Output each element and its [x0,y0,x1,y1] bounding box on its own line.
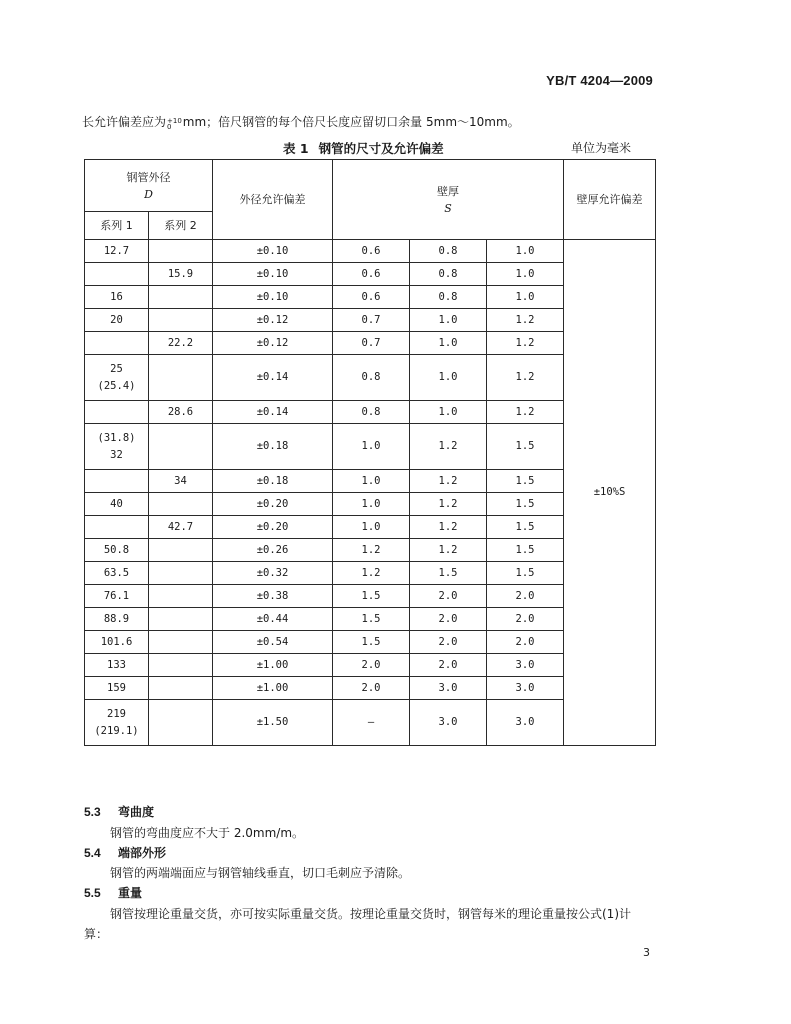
wall-thickness-cell: 2.0 [333,654,410,677]
wall-tolerance-value: ±10%S [564,240,656,746]
series2-cell: 28.6 [149,401,213,424]
wall-thickness-cell: 1.2 [487,332,564,355]
series1-value: 12.7 [103,244,130,257]
series1-value: 88.9 [103,612,130,625]
wall-thickness-cell: 1.5 [487,539,564,562]
wall-thickness-cell: 1.2 [487,309,564,332]
table-row [85,240,656,263]
section-5-4-title: 端部外形 [118,846,167,860]
intro-paragraph [82,113,520,130]
series2-cell [149,539,213,562]
series1-cell [85,631,149,654]
wall-header [333,160,564,240]
wall-thickness-cell: 1.5 [333,608,410,631]
series1-value: 40 [110,497,123,510]
series1-value: (31.8) [97,431,136,444]
od-tolerance-cell: ±0.20 [213,516,333,539]
wall-thickness-cell: 2.0 [487,585,564,608]
wall-tolerance-header: 壁厚允许偏差 [564,160,656,240]
wall-thickness-cell: 1.0 [487,286,564,309]
section-5-5-number: 5.5 [84,886,101,900]
od-tolerance-cell: ±0.10 [213,263,333,286]
intro-prefix: 长允许偏差应为 [82,115,167,129]
wall-thickness-cell: 2.0 [410,631,487,654]
series1-header: 系列 1 [85,212,149,240]
series1-value: 20 [110,313,123,326]
table-number: 表 1 [283,141,309,156]
series1-value-alt: (219.1) [94,724,139,737]
od-header [85,160,213,212]
dimension-table [84,159,656,746]
series2-cell: 34 [149,470,213,493]
wall-thickness-cell: 1.0 [487,240,564,263]
series2-cell [149,286,213,309]
od-tolerance-cell: ±0.26 [213,539,333,562]
series2-cell [149,631,213,654]
series1-cell [85,286,149,309]
wall-thickness-cell: 1.2 [487,401,564,424]
series1-cell [85,355,149,401]
od-tolerance-cell: ±1.50 [213,700,333,746]
wall-thickness-cell: 1.0 [410,309,487,332]
wall-thickness-cell: 3.0 [487,700,564,746]
series2-cell [149,677,213,700]
series1-value-alt: (25.4) [97,379,136,392]
series1-cell [85,562,149,585]
wall-thickness-cell: 1.5 [333,585,410,608]
tol-lower: 0 [167,123,172,131]
series1-value-alt: 32 [110,448,123,461]
series1-cell [85,493,149,516]
section-5-5-heading [84,884,142,901]
series2-cell [149,562,213,585]
od-tolerance-cell: ±0.20 [213,493,333,516]
series1-cell [85,240,149,263]
section-5-4-heading [84,844,166,861]
wall-thickness-cell: 1.0 [410,355,487,401]
wall-thickness-cell: 1.2 [487,355,564,401]
od-tolerance-cell: ±1.00 [213,677,333,700]
wall-thickness-cell: 3.0 [487,677,564,700]
wall-thickness-cell: 1.5 [487,562,564,585]
wall-thickness-cell: 0.7 [333,309,410,332]
wall-thickness-cell: 0.6 [333,240,410,263]
wall-thickness-cell: 1.5 [333,631,410,654]
section-5-5-text: 钢管按理论重量交货，亦可按实际重量交货。按理论重量交货时，钢管每米的理论重量按公式(1)计 [110,907,632,921]
series1-cell [85,585,149,608]
wall-thickness-cell: 2.0 [333,677,410,700]
table-unit: 单位为毫米 [571,141,632,155]
od-header-label: 钢管外径 [126,170,171,184]
od-tolerance-cell: ±0.10 [213,240,333,263]
series1-cell [85,470,149,493]
wall-thickness-cell: 2.0 [410,585,487,608]
series1-value: 76.1 [103,589,130,602]
wall-thickness-cell: 1.0 [487,263,564,286]
series1-cell [85,332,149,355]
od-tolerance-cell: ±0.18 [213,424,333,470]
od-tolerance-header: 外径允许偏差 [213,160,333,240]
wall-thickness-cell: 3.0 [410,700,487,746]
series1-value: 25 [110,362,123,375]
header-row-1 [85,160,656,212]
series2-cell [149,585,213,608]
series1-value: 133 [107,658,126,671]
series1-cell [85,263,149,286]
od-tolerance-cell: ±0.38 [213,585,333,608]
wall-thickness-cell: 2.0 [410,654,487,677]
wall-thickness-cell: 1.5 [487,424,564,470]
series2-cell: 42.7 [149,516,213,539]
wall-thickness-cell: 1.2 [410,470,487,493]
series1-cell [85,654,149,677]
wall-thickness-cell: 0.8 [333,355,410,401]
od-tolerance-cell: ±0.14 [213,401,333,424]
wall-thickness-cell: 1.0 [333,424,410,470]
wall-thickness-cell: 3.0 [487,654,564,677]
wall-thickness-cell: 0.8 [410,240,487,263]
wall-thickness-cell: 1.2 [410,539,487,562]
series2-cell: 15.9 [149,263,213,286]
series1-value: 16 [110,290,123,303]
series2-header: 系列 2 [149,212,213,240]
wall-thickness-cell: 0.6 [333,263,410,286]
series2-cell [149,654,213,677]
od-header-symbol: D [144,187,153,201]
table-caption [283,139,444,157]
series2-cell [149,700,213,746]
wall-thickness-cell: 1.0 [333,493,410,516]
wall-header-symbol: S [444,201,452,215]
wall-thickness-cell: 1.2 [333,539,410,562]
tol-upper: +10 [167,117,182,125]
section-5-5-title: 重量 [118,886,143,900]
table-title: 钢管的尺寸及允许偏差 [318,141,444,156]
wall-thickness-cell: 0.7 [333,332,410,355]
intro-suffix: mm；倍尺钢管的每个倍尺长度应留切口余量 5mm～10mm。 [182,115,520,129]
series2-cell [149,240,213,263]
series1-cell [85,608,149,631]
series1-value: 159 [107,681,126,694]
wall-thickness-cell: 1.0 [410,401,487,424]
series2-cell [149,309,213,332]
series2-cell [149,493,213,516]
series1-cell [85,539,149,562]
series2-cell [149,608,213,631]
series1-cell [85,401,149,424]
page-number: 3 [643,946,650,959]
wall-thickness-cell: 1.0 [333,470,410,493]
wall-thickness-cell: 2.0 [487,631,564,654]
wall-thickness-cell: 1.5 [487,493,564,516]
od-tolerance-cell: ±1.00 [213,654,333,677]
wall-thickness-cell: 1.2 [333,562,410,585]
wall-thickness-cell: 0.8 [333,401,410,424]
wall-thickness-cell: 3.0 [410,677,487,700]
standard-code: YB/T 4204—2009 [546,73,653,88]
series1-value: 63.5 [103,566,130,579]
wall-thickness-cell: — [333,700,410,746]
wall-thickness-cell: 0.8 [410,286,487,309]
section-5-5-text-cont: 算： [84,927,109,941]
series2-cell [149,355,213,401]
section-5-3-number: 5.3 [84,805,101,819]
wall-thickness-cell: 1.2 [410,493,487,516]
od-tolerance-cell: ±0.32 [213,562,333,585]
series1-value: 101.6 [100,635,133,648]
wall-thickness-cell: 0.6 [333,286,410,309]
series2-cell [149,424,213,470]
od-tolerance-cell: ±0.12 [213,309,333,332]
series2-cell: 22.2 [149,332,213,355]
series1-cell [85,516,149,539]
wall-thickness-cell: 2.0 [410,608,487,631]
series1-cell [85,677,149,700]
wall-thickness-cell: 1.0 [333,516,410,539]
section-5-4-number: 5.4 [84,846,101,860]
wall-thickness-cell: 1.2 [410,516,487,539]
wall-thickness-cell: 1.2 [410,424,487,470]
wall-thickness-cell: 1.5 [487,516,564,539]
section-5-3-title: 弯曲度 [118,805,155,819]
series1-cell [85,424,149,470]
wall-thickness-cell: 2.0 [487,608,564,631]
series1-value: 50.8 [103,543,130,556]
length-tolerance [167,118,182,130]
series1-cell [85,309,149,332]
section-5-4-text: 钢管的两端端面应与钢管轴线垂直，切口毛刺应予清除。 [110,866,411,880]
section-5-3-heading [84,803,154,820]
od-tolerance-cell: ±0.18 [213,470,333,493]
section-5-3-text: 钢管的弯曲度应不大于 2.0mm/m。 [110,826,305,840]
od-tolerance-cell: ±0.12 [213,332,333,355]
wall-thickness-cell: 1.5 [410,562,487,585]
od-tolerance-cell: ±0.14 [213,355,333,401]
od-tolerance-cell: ±0.54 [213,631,333,654]
wall-thickness-cell: 1.5 [487,470,564,493]
od-tolerance-cell: ±0.10 [213,286,333,309]
series1-cell [85,700,149,746]
wall-header-label: 壁厚 [437,184,459,198]
od-tolerance-cell: ±0.44 [213,608,333,631]
series1-value: 219 [107,707,126,720]
wall-thickness-cell: 1.0 [410,332,487,355]
wall-thickness-cell: 0.8 [410,263,487,286]
